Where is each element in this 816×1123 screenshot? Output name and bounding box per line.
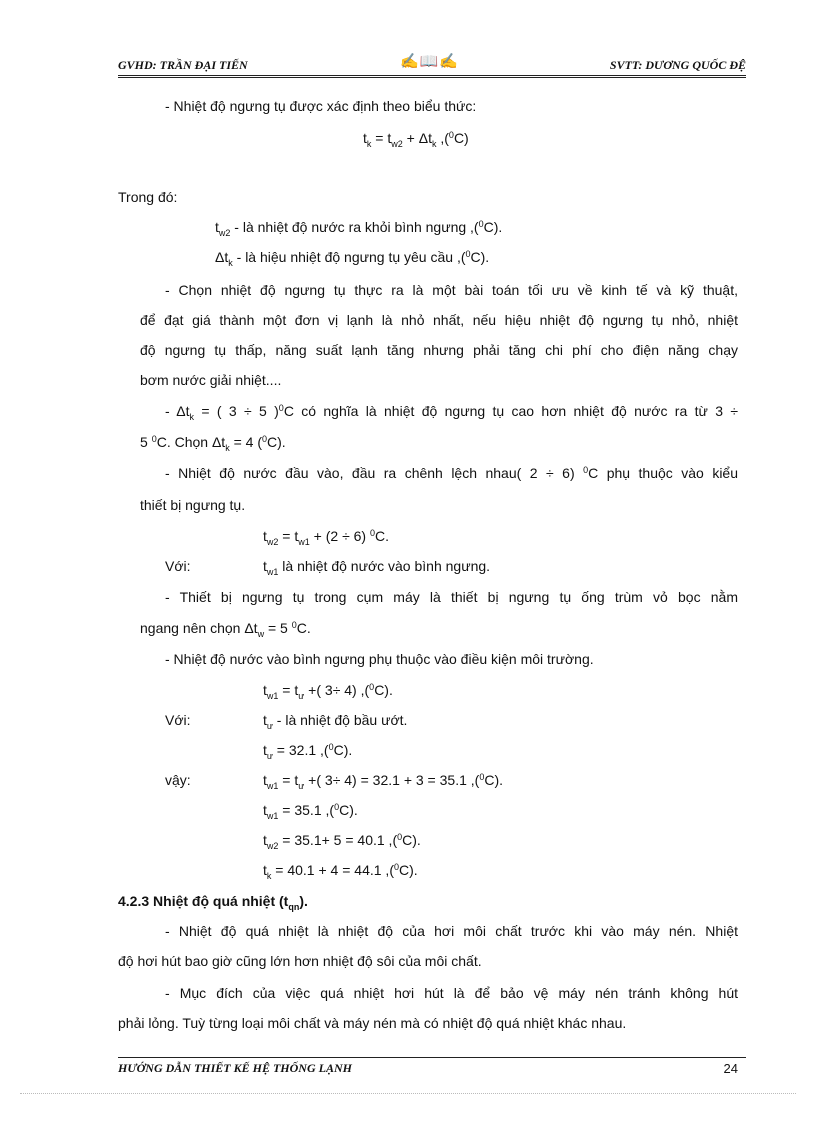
equation-tw1: $t_{w1} = t_ư$ +( 3÷ 4) ,($^0$C). [263, 682, 393, 701]
definition-dtk: $\Delta t_k$ - là hiệu nhiệt độ ngưng tụ yêu cầu ,($^0$C). [215, 249, 490, 268]
definition-tu: $t_ư$ - là nhiệt độ bầu ướt. [263, 712, 408, 731]
trong-do-label: Trong đó: [118, 189, 178, 205]
paragraph-line: - Nhiệt độ nước đầu vào, đầu ra chênh lệch nhau( 2 ÷ 6) $^0$C phụ thuộc vào kiểu [165, 465, 739, 481]
footer-title: HƯỚNG DẪN THIẾT KẾ HỆ THỐNG LẠNH [118, 1061, 352, 1075]
equation-tu-value: $t_ư = 32.1$ ,($^0$C). [263, 742, 353, 761]
voi-label: Với: [165, 712, 191, 728]
text-line: - Nhiệt độ ngưng tụ được xác định theo biểu thức: [165, 98, 477, 114]
paragraph-line: - Mục đích của việc quá nhiệt hơi hút là để bảo vệ máy nén tránh không hút [165, 985, 738, 1001]
paragraph-line: - Nhiệt độ nước vào bình ngưng phụ thuộc vào điều kiện môi trường. [165, 651, 594, 667]
definition-tw1: $t_{w1}$ là nhiệt độ nước vào bình ngưng. [263, 558, 491, 577]
section-heading: 4.2.3 Nhiệt độ quá nhiệt $(t_{qn})$. [118, 893, 308, 912]
paragraph-line: để đạt giá thành một đơn vị lạnh là nhỏ nhất, nếu hiệu nhiệt độ ngưng tụ nhỏ, nhiệt [140, 312, 738, 328]
paragraph-line: phải lỏng. Tuỳ từng loại môi chất và máy nén mà có nhiệt độ quá nhiệt khác nhau. [118, 1015, 627, 1031]
voi-label: Với: [165, 558, 191, 574]
page-footer [118, 1057, 746, 1080]
equation-tk-result: $t_k = 40.1 + 4 = 44.1$ ,($^0$C). [263, 862, 418, 881]
equation-tw2-result: $t_{w2} = 35.1+ 5 = 40.1$ ,($^0$C). [263, 832, 421, 851]
vay-label: vậy: [165, 772, 191, 788]
equation-tw2: $t_{w2} = t_{w1} + (2 \div 6)$ $^0$C. [263, 528, 390, 547]
equation-tw1-result: $t_{w1} = 35.1$ ,($^0$C). [263, 802, 358, 821]
paragraph-line: - $\Delta t_k$ = ( 3 ÷ 5 )$^0$C có nghĩa là nhiệt độ ngưng tụ cao hơn nhiệt độ nước ra từ 3 ÷ [165, 403, 738, 422]
paragraph-line: 5 $^0$C. Chọn $\Delta t_k = 4$ ($^0$C). [140, 434, 286, 453]
page-break-line [20, 1093, 796, 1094]
paragraph-line: - Thiết bị ngưng tụ trong cụm máy là thiết bị ngưng tụ ống trùm vỏ bọc nằm [165, 589, 738, 605]
paragraph-line: - Nhiệt độ quá nhiệt là nhiệt độ của hơi môi chất trước khi vào máy nén. Nhiệt [165, 923, 738, 939]
page-header [118, 55, 746, 76]
paragraph-line: bơm nước giải nhiệt.... [140, 372, 282, 388]
header-advisor: GVHD: TRẦN ĐẠI TIẾN [118, 58, 248, 72]
header-book-icon: ✍📖✍ [400, 54, 460, 70]
equation-tw1-calc: $t_{w1} = t_ư$ +( 3÷ 4) = 32.1 + 3 = 35.1 ,($^0$C). [263, 772, 503, 791]
paragraph-line: ngang nên chọn $\Delta t_w = 5$ $^0$C. [140, 620, 311, 639]
definition-tw2: $t_{w2}$ - là nhiệt độ nước ra khỏi bình ngưng ,($^0$C). [215, 219, 503, 238]
header-student: SVTT: DƯƠNG QUỐC ĐỆ [609, 58, 746, 72]
paragraph-line: thiết bị ngưng tụ. [140, 497, 246, 513]
header-rule [118, 77, 746, 78]
equation-tk: $t_k = t_{w2} + \Delta t_k$ ,($^0$C) [363, 130, 469, 149]
page-number: 24 [723, 1061, 738, 1076]
paragraph-line: độ hơi hút bao giờ cũng lớn hơn nhiệt độ sôi của môi chất. [118, 953, 482, 969]
paragraph-line: độ ngưng tụ thấp, năng suất lạnh tăng nhưng phải tăng chi phí cho điện năng chạy [140, 342, 738, 358]
paragraph-line: - Chọn nhiệt độ ngưng tụ thực ra là một bài toán tối ưu về kinh tế và kỹ thuật, [165, 282, 738, 298]
